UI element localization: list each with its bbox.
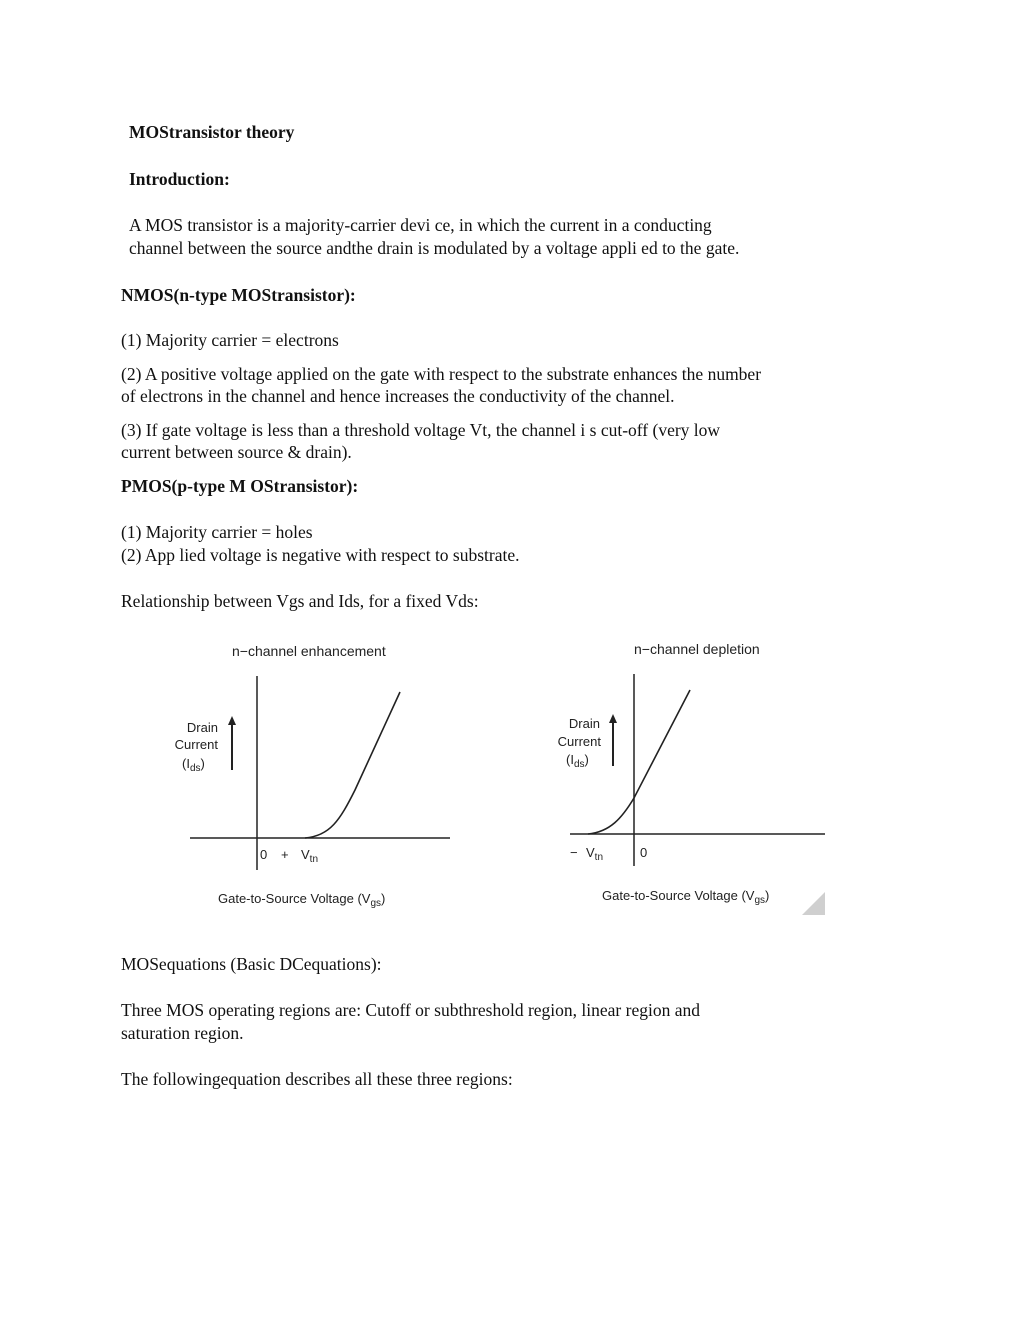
nmos-item-3-line-1: (3) If gate voltage is less than a threshold voltage Vt, the channel i s cut-off (very low — [121, 420, 721, 440]
equations-heading: MOSequations (Basic DCequations): — [121, 954, 382, 974]
enhancement-ylabel-drain: Drain — [186, 720, 218, 735]
enhancement-tick-plus: + — [281, 847, 289, 862]
enhancement-arrowhead — [228, 716, 236, 725]
doc-title: MOStransistor theory — [129, 122, 295, 142]
depletion-title: n−channel depletion — [634, 641, 760, 657]
enhancement-curve — [305, 692, 400, 838]
intro-line-2: channel between the source andthe drain is modulated by a voltage appli ed to the gate. — [129, 238, 740, 258]
nmos-heading: NMOS(n-type MOStransistor): — [121, 285, 356, 305]
nmos-item-2-line-1: (2) A positive voltage applied on the gate with respect to the substrate enhances the number — [121, 364, 762, 384]
enhancement-tick-zero: 0 — [260, 847, 268, 862]
depletion-figure — [540, 630, 825, 920]
nmos-item-2-line-2: of electrons in the channel and hence increases the conductivity of the channel. — [121, 386, 675, 406]
nmos-item-3-line-2: current between source & drain). — [121, 442, 352, 462]
pmos-item-1: (1) Majority carrier = holes — [121, 522, 313, 542]
enhancement-tick-vtn: $V_{tn}$ — [301, 847, 319, 865]
relationship-text: Relationship between Vgs and Ids, for a fixed Vds: — [121, 591, 479, 611]
depletion-tick-minus: − — [570, 845, 578, 860]
depletion-ylabel-current: Current — [557, 734, 601, 749]
depletion-ylabel-ids: $(I_{ds})$ — [566, 752, 589, 770]
page-curl-decoration — [802, 892, 825, 915]
depletion-arrowhead — [609, 714, 617, 723]
pmos-heading: PMOS(p-type M OStransistor): — [121, 476, 359, 496]
pmos-item-2: (2) App lied voltage is negative with respect to substrate. — [121, 545, 520, 565]
intro-heading: Introduction: — [129, 169, 230, 189]
depletion-xlabel: Gate-to-Source Voltage $(V_{gs})$ — [602, 888, 770, 906]
depletion-curve — [588, 690, 690, 834]
enhancement-ylabel-current: Current — [174, 737, 218, 752]
enhancement-ylabel-ids: $(I_{ds})$ — [182, 756, 205, 774]
depletion-tick-zero: 0 — [640, 845, 648, 860]
depletion-ylabel-drain: Drain — [568, 716, 600, 731]
enhancement-title: n−channel enhancement — [232, 643, 386, 659]
enhancement-xlabel: Gate-to-Source Voltage $(V_{gs})$ — [218, 891, 386, 909]
depletion-tick-vtn: $V_{tn}$ — [586, 845, 604, 863]
intro-line-1: A MOS transistor is a majority-carrier devi ce, in which the current in a conducting — [129, 215, 712, 235]
nmos-item-1: (1) Majority carrier = electrons — [121, 330, 339, 350]
enhancement-figure — [160, 630, 460, 920]
regions-line-1: Three MOS operating regions are: Cutoff or subthreshold region, linear region and — [121, 1000, 700, 1020]
regions-line-2: saturation region. — [121, 1023, 244, 1043]
following-text: The followingequation describes all these three regions: — [121, 1069, 513, 1089]
